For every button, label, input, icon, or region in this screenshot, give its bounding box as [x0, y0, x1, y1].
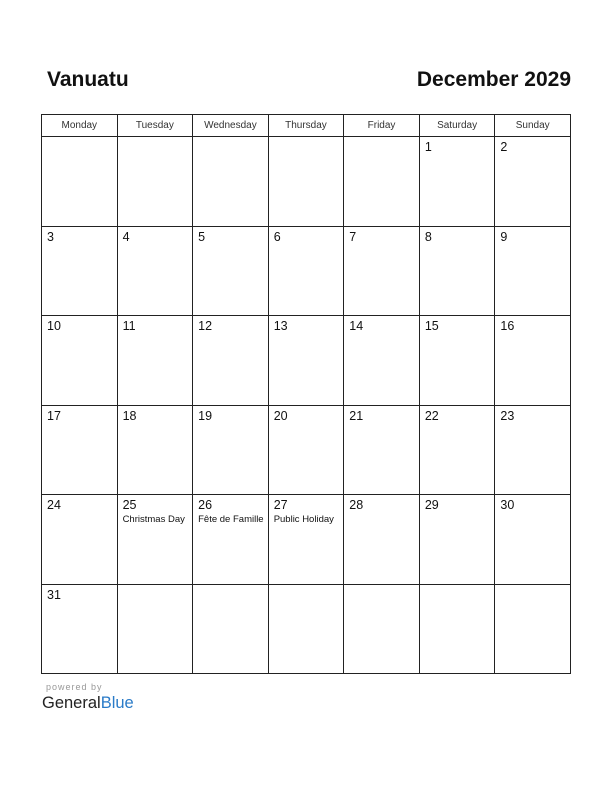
day-number: 22	[424, 408, 439, 423]
day-cell	[268, 405, 344, 495]
day-cell	[419, 226, 495, 316]
day-cell	[419, 405, 495, 495]
calendar-header	[42, 68, 571, 100]
day-cell	[268, 137, 344, 227]
day-number: 13	[273, 319, 288, 333]
day-cell	[193, 495, 269, 585]
day-number: 28	[349, 498, 364, 512]
day-number: 9	[500, 229, 508, 244]
weekday-header: Sunday	[495, 115, 571, 137]
country-title: Vanuatu	[47, 68, 129, 91]
day-cell	[419, 495, 495, 585]
day-cell	[495, 405, 571, 495]
day-number	[495, 585, 570, 588]
day-number: 5	[198, 229, 206, 244]
day-cell	[117, 495, 193, 585]
day-number: 26	[198, 498, 213, 512]
day-number	[118, 137, 193, 140]
day-cell	[193, 405, 269, 495]
weekday-header: Saturday	[419, 115, 495, 137]
day-number: 14	[349, 319, 364, 333]
day-cell	[42, 405, 118, 495]
day-cell	[495, 584, 571, 674]
day-number: 3	[47, 229, 54, 244]
week-row	[42, 584, 571, 674]
day-number: 25	[122, 498, 137, 512]
day-number	[344, 137, 419, 140]
weekday-header: Friday	[344, 115, 420, 137]
day-number: 24	[47, 498, 61, 512]
day-number: 17	[47, 408, 61, 423]
day-number: 23	[500, 408, 515, 423]
brand-general-text: General	[42, 694, 101, 712]
brand-blue-text: Blue	[100, 694, 134, 712]
day-cell	[419, 137, 495, 227]
day-number: 27	[273, 498, 288, 512]
day-number: 11	[122, 319, 136, 333]
day-cell	[419, 584, 495, 674]
week-row	[42, 405, 571, 495]
holiday-label: Fête de Famille	[198, 514, 264, 525]
day-number: 19	[198, 408, 213, 423]
day-cell	[193, 137, 269, 227]
day-cell	[344, 584, 420, 674]
powered-by-label: powered by	[46, 682, 103, 692]
day-number: 29	[424, 498, 439, 512]
day-number: 6	[273, 229, 281, 244]
day-number: 4	[122, 229, 130, 244]
day-cell	[344, 137, 420, 227]
day-number: 1	[424, 140, 432, 154]
day-cell	[117, 137, 193, 227]
day-number: 15	[424, 319, 439, 333]
day-number: 12	[198, 319, 213, 333]
day-cell	[193, 584, 269, 674]
week-row	[42, 226, 571, 316]
day-cell	[117, 226, 193, 316]
day-cell	[268, 584, 344, 674]
week-row	[42, 137, 571, 227]
calendar-grid	[41, 114, 571, 674]
day-number	[193, 585, 268, 588]
day-number: 18	[122, 408, 137, 423]
day-cell	[495, 495, 571, 585]
day-number	[269, 137, 344, 140]
day-cell	[42, 137, 118, 227]
weekday-header: Thursday	[268, 115, 344, 137]
day-number	[269, 585, 344, 588]
day-cell	[344, 226, 420, 316]
day-number: 7	[349, 229, 357, 244]
day-cell	[344, 316, 420, 406]
day-cell	[344, 495, 420, 585]
day-number: 8	[424, 229, 432, 244]
day-number	[344, 585, 419, 588]
day-cell	[495, 316, 571, 406]
calendar-body	[42, 137, 571, 674]
weekday-header: Tuesday	[117, 115, 193, 137]
day-number	[420, 585, 495, 588]
week-row	[42, 316, 571, 406]
day-cell	[419, 316, 495, 406]
generalblue-logo	[42, 694, 134, 713]
day-cell	[42, 316, 118, 406]
day-number: 31	[47, 587, 61, 602]
day-cell	[268, 316, 344, 406]
day-cell	[42, 584, 118, 674]
day-cell	[344, 405, 420, 495]
day-number: 30	[500, 498, 515, 512]
day-number: 2	[500, 140, 508, 154]
day-cell	[117, 584, 193, 674]
day-cell	[117, 316, 193, 406]
holiday-label: Christmas Day	[122, 514, 185, 525]
day-cell	[495, 226, 571, 316]
day-cell	[495, 137, 571, 227]
day-number	[118, 585, 193, 588]
day-cell	[193, 316, 269, 406]
day-number: 10	[47, 319, 61, 333]
week-row	[42, 495, 571, 585]
day-number	[193, 137, 268, 140]
day-cell	[268, 495, 344, 585]
day-cell	[268, 226, 344, 316]
weekday-header: Wednesday	[193, 115, 269, 137]
day-number: 20	[273, 408, 288, 423]
day-cell	[42, 226, 118, 316]
month-year-title: December 2029	[416, 68, 571, 91]
day-number: 21	[349, 408, 364, 423]
day-number	[42, 137, 117, 140]
day-cell	[42, 495, 118, 585]
holiday-label: Public Holiday	[273, 514, 334, 525]
weekday-header-row	[42, 115, 571, 137]
weekday-header: Monday	[42, 115, 118, 137]
day-cell	[193, 226, 269, 316]
day-cell	[117, 405, 193, 495]
day-number: 16	[500, 319, 515, 333]
